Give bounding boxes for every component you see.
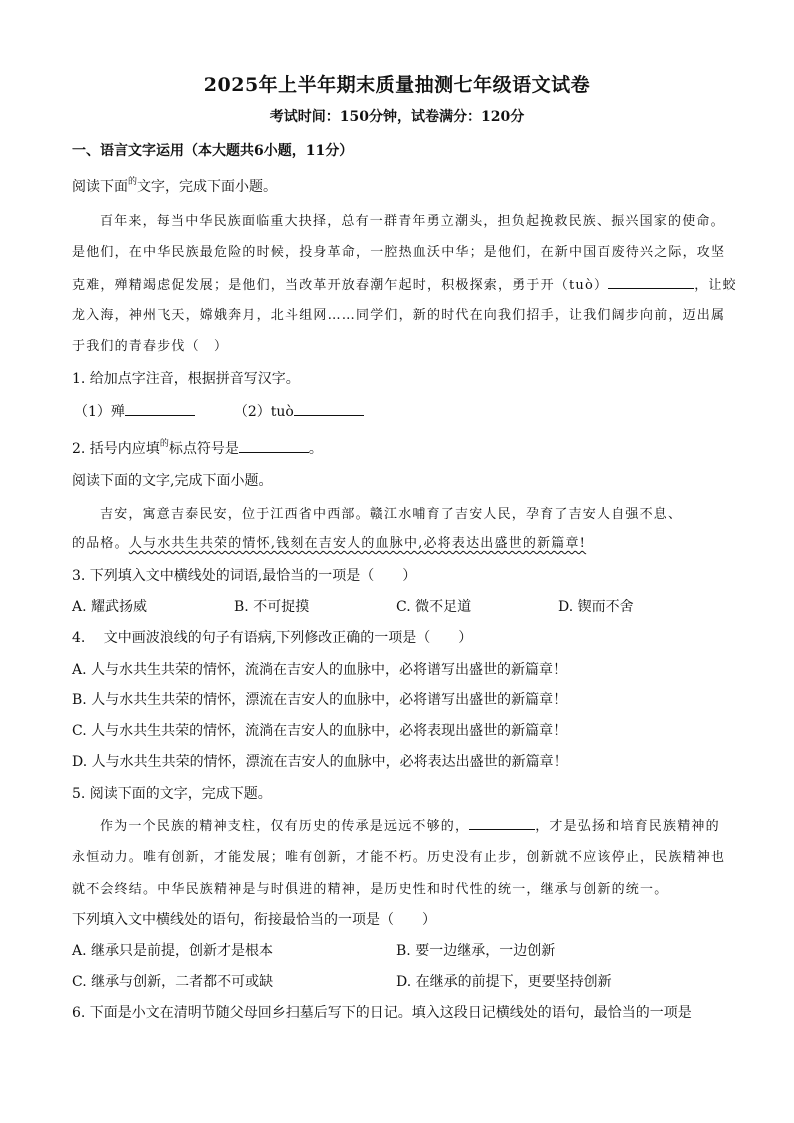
passage1-line-2: 是他们，在中华民族最危险的时候，投身革命，一腔热血沃中华；是他们，在新中国百废待兴之际，攻坚 [72,245,726,260]
question-1-part-1: （1）殚 [74,404,125,420]
question-1-stem: 1. 给加点字注音，根据拼音写汉字。 [72,371,300,387]
question-5-passage-line-3: 就不会终结。中华民族精神是与时俱进的精神，是历史性和时代性的统一，继承与创新的统一。 [72,882,669,897]
passage2-line-2-text: 的品格。 [72,536,129,551]
passage1-line-5: 于我们的青春步伐（ ） [72,339,229,354]
question-5-passage-line-1 [100,815,720,837]
question-1-parts [74,401,364,422]
passage1-line-1: 百年来，每当中华民族面临重大抉择，总有一群青年勇立潮头，担负起挽救民族、振兴国家的使命。 [100,214,725,229]
question-5-stem: 5. 阅读下面的文字，完成下题。 [72,786,272,802]
section-heading: 一、语言文字运用（本大题共6小题，11分） [72,143,354,159]
answer-blank[interactable] [469,815,535,830]
question-3-stem: 3. 下列填入文中横线处的词语,最恰当的一项是（ ） [72,568,417,584]
question-3-option-b[interactable]: B. 不可捉摸 [234,599,310,615]
question-3-option-c[interactable]: C. 微不足道 [396,599,472,615]
passage1-intro-text-b: 文字，完成下面小题。 [137,179,278,195]
answer-blank[interactable] [239,438,309,453]
answer-blank[interactable] [608,274,694,289]
passage1-intro-text-a: 阅读下面 [72,179,128,195]
passage1-line-3 [72,274,737,296]
passage1-line-4: 龙入海，神州飞天，嫦娥奔月，北斗组网……同学们，新的时代在向我们招手，让我们阔步向前，迈出属 [72,308,726,323]
passage1-line-3-text: 克难，殚精竭虑促发展；是他们，当改革开放春潮乍起时，积极探索，勇于开（tuò） [72,278,609,293]
question-3-option-a[interactable]: A. 耀武扬威 [72,599,148,615]
question-5-option-a[interactable]: A. 继承只是前提，创新才是根本 [72,943,274,959]
passage1-intro [72,177,277,199]
question-3-option-d[interactable]: D. 锲而不舍 [558,599,634,615]
passage2-line-2 [72,534,586,554]
question-2-text-a: 2. 括号内应填 [72,441,160,457]
exam-subtitle: 考试时间：150分钟，试卷满分：120分 [269,109,525,125]
question-5-passage-tail: ，才是弘扬和培育民族精神的 [535,819,720,834]
question-2-superscript: 的 [159,439,169,449]
question-4-option-a[interactable]: A. 人与水共生共荣的情怀，流淌在吉安人的血脉中，必将谱写出盛世的新篇章！ [72,662,568,678]
question-5-option-b[interactable]: B. 要一边继承，一边创新 [396,943,556,959]
question-1-part-2: （2）tuò [233,404,294,420]
question-6-stem: 6. 下面是小文在清明节随父母回乡扫墓后写下的日记。填入这段日记横线处的语句，最恰当的一项是 [72,1005,692,1021]
question-2-text-b: 标点符号是 [168,441,239,457]
question-5-passage-line-2: 永恒动力。唯有创新，才能发展；唯有创新，才能不朽。历史没有止步，创新就不应该停止，民族精神也 [72,850,726,865]
passage2-intro: 阅读下面的文字,完成下面小题。 [72,473,273,489]
question-5-passage-text: 作为一个民族的精神支柱，仅有历史的传承是远远不够的， [100,819,470,834]
wavy-underlined-sentence: 人与水共生共荣的情怀,钱刻在吉安人的血脉中,必将表达出盛世的新篇章! [128,536,587,551]
question-4-option-b[interactable]: B. 人与水共生共荣的情怀，漂流在吉安人的血脉中，必将谱写出盛世的新篇章！ [72,692,568,708]
passage1-intro-superscript: 的 [128,177,138,187]
exam-title: 2025年上半年期末质量抽测七年级语文试卷 [203,74,591,96]
question-4-option-d[interactable]: D. 人与水共生共荣的情怀，漂流在吉安人的血脉中，必将表达出盛世的新篇章！ [72,754,568,770]
question-5-question: 下列填入文中横线处的语句，衔接最恰当的一项是（ ） [72,912,436,928]
passage2-line-1: 吉安，寓意吉泰民安，位于江西省中西部。赣江水哺育了吉安人民，孕育了吉安人自强不息、 [100,507,683,522]
question-5-option-c[interactable]: C. 继承与创新，二者都不可或缺 [72,974,274,990]
question-5-option-d[interactable]: D. 在继承的前提下，更要坚持创新 [396,974,612,990]
answer-blank[interactable] [125,401,195,416]
question-2-text-c: 。 [308,441,323,457]
answer-blank[interactable] [294,401,364,416]
passage1-line-3-tail: ，让蛟 [694,278,737,293]
question-2-stem [72,438,323,461]
question-4-option-c[interactable]: C. 人与水共生共荣的情怀，流淌在吉安人的血脉中，必将表现出盛世的新篇章！ [72,723,568,739]
question-4-stem: 4. 文中画波浪线的句子有语病,下列修改正确的一项是（ ） [72,630,473,646]
